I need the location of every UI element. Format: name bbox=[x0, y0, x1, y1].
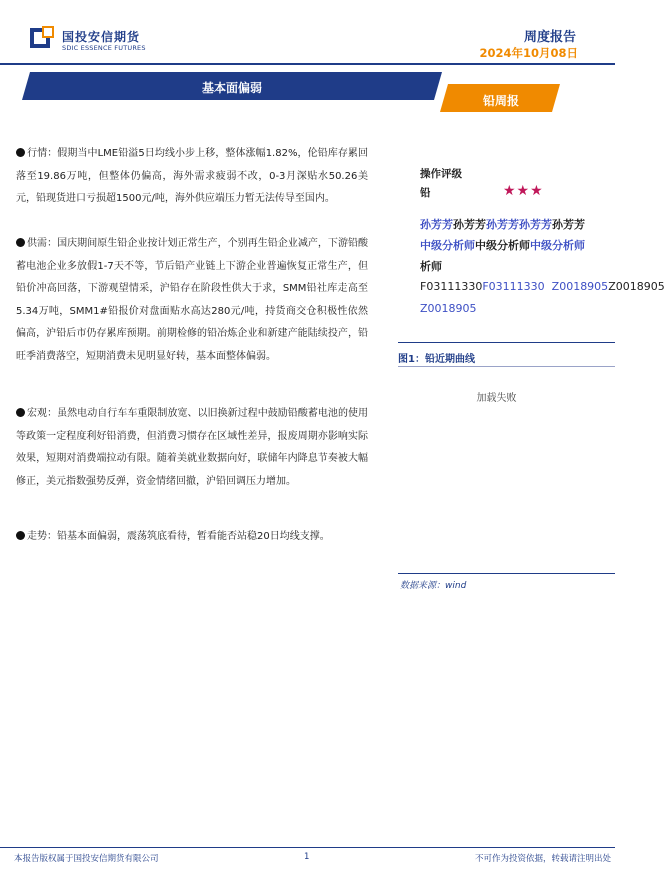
paragraph-text: 走势：铅基本面偏弱，震荡筑底看待，暂看能否站稳20日均线支撑。 bbox=[27, 531, 330, 542]
bullet-icon bbox=[16, 148, 25, 157]
certificate-number: F03111330 bbox=[482, 280, 545, 293]
bullet-icon bbox=[16, 238, 25, 247]
analyst-name: 孙芳芳 bbox=[420, 218, 453, 231]
paragraph-text: 宏观：虽然电动自行车车重限制放宽、以旧换新过程中鼓励铅酸蓄电池的使用等政策一定程度利好铅消费，但消费习惯存在区域性差异，报废周期亦影响实际效果，短期对消费端拉动有限。随着美就业数据向好，联储年内降息节奏被大幅修正，美元指数强势反弹，资金情绪回撤，沪铅回调压力增加。 bbox=[16, 408, 368, 487]
paragraph-macro bbox=[16, 403, 368, 493]
certificate-number: Z0018905 bbox=[551, 280, 609, 293]
analyst-titles bbox=[420, 237, 585, 253]
report-tag: 铅周报 bbox=[482, 94, 519, 108]
certificate-number: Z0018905 bbox=[420, 302, 477, 315]
paragraph-text: 供需：国庆期间原生铅企业按计划正常生产，个别再生铅企业减产，下游铅酸蓄电池企业多放假1-7天不等，节后铅产业链上下游企业普遍恢复正常生产，但铅价冲高回落，下游观望情采，沪铅存在阶段性供大于求，SMM铅社库走高至5.34万吨，SMM1#铅报价对盘面贴水高达280元/吨，持货商交仓积极性依然偏高，沪铅后市仍存累库预期。前期检修的铅冶炼企业和新建产能陆续投产，铅旺季消费落空，短期消费未见明显好转，基本面整体偏弱。 bbox=[16, 238, 368, 362]
report-headline: 基本面偏弱 bbox=[201, 81, 262, 95]
page-number: 1 bbox=[304, 852, 310, 862]
header-divider bbox=[0, 63, 615, 65]
paragraph-market bbox=[16, 143, 368, 211]
figure-divider bbox=[398, 573, 615, 574]
analyst-name: 孙芳芳 bbox=[453, 218, 486, 231]
company-name-cn: 国投安信期货 bbox=[62, 30, 141, 44]
company-name-en: SDIC ESSENCE FUTURES bbox=[62, 44, 146, 52]
company-logo-icon bbox=[30, 26, 54, 50]
bullet-icon bbox=[16, 408, 25, 417]
rating-stars: ★★★ bbox=[503, 183, 544, 199]
analyst-name: 孙芳芳 bbox=[486, 218, 519, 231]
figure-divider bbox=[398, 366, 615, 367]
figure-divider bbox=[398, 342, 615, 343]
figure-title: 图1：铅近期曲线 bbox=[398, 354, 475, 365]
analyst-name: 孙芳芳 bbox=[552, 218, 585, 231]
paragraph-supply-demand bbox=[16, 233, 368, 368]
report-type: 周度报告 bbox=[523, 30, 576, 45]
rating-title: 操作评级 bbox=[420, 168, 462, 180]
figure-load-failed: 加载失败 bbox=[476, 393, 517, 404]
footer-copyright: 本报告版权属于国投安信期货有限公司 bbox=[14, 854, 159, 864]
footer-divider bbox=[0, 847, 615, 848]
report-date: 2024年10月08日 bbox=[479, 46, 578, 60]
paragraph-trend bbox=[16, 526, 368, 549]
analyst-title: 中级分析师 bbox=[475, 239, 530, 252]
bullet-icon bbox=[16, 531, 25, 540]
figure-source: 数据来源：wind bbox=[400, 581, 467, 591]
analyst-title: 中级分析师 bbox=[420, 239, 475, 252]
analyst-title-wrap: 析师 bbox=[420, 260, 442, 273]
certificate-number: F03111330 bbox=[420, 280, 483, 293]
analyst-names bbox=[420, 216, 585, 232]
rating-item: 铅 bbox=[420, 187, 431, 199]
footer-disclaimer: 不可作为投资依据，转载请注明出处 bbox=[474, 854, 611, 864]
analyst-certificates bbox=[420, 280, 665, 293]
paragraph-text: 行情：假期当中LME铅溢5日均线小步上移，整体涨幅1.82%，伦铅库存累回落至19.86万吨，但整体仍偏高，海外需求疲弱不改，0-3月深贴水50.26美元，铅现货进口亏损超1500元/吨，海外供应端压力暂无法传导至国内。 bbox=[16, 148, 368, 204]
analyst-info bbox=[420, 216, 665, 336]
analyst-title: 中级分析师 bbox=[530, 239, 585, 252]
analyst-name: 孙芳芳 bbox=[519, 218, 552, 231]
certificate-number: Z0018905 bbox=[608, 280, 665, 293]
